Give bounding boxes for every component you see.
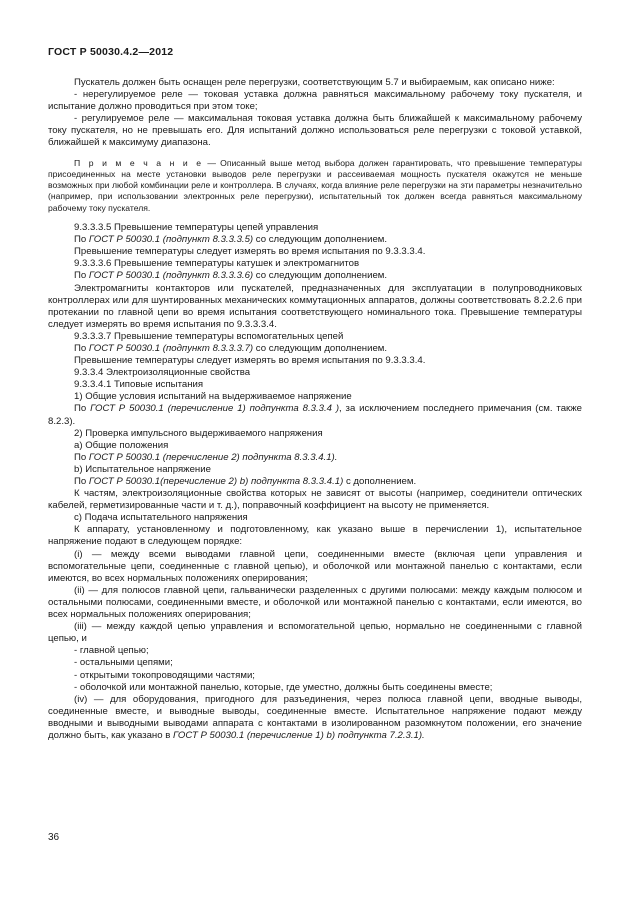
list-item bbox=[48, 694, 582, 742]
list-item: b) Испытательное напряжение bbox=[74, 463, 211, 475]
list-item: - оболочкой или монтажной панелью, которые, где уместно, должны быть соединены вместе; bbox=[74, 681, 493, 693]
list-item: 2) Проверка импульсного выдерживаемого напряжения bbox=[74, 427, 323, 439]
text: со следующим дополнением. bbox=[253, 234, 388, 246]
text: со следующим дополнением. bbox=[253, 342, 388, 354]
paragraph bbox=[48, 476, 582, 488]
list-item: (ii) — для полюсов главной цепи, гальванически разделенных с другими полюсами: между каждым полюсом и остальными полюсами, соединенными вместе, и оболочкой или монтажной панелью с контактами, если имеются, во всех нормальных положениях оперирования; bbox=[48, 584, 582, 621]
paragraph: К частям, электроизоляционные свойства которых не зависят от высоты (например, соединители оптических кабелей, герметизированные части и т. д.), поправочный коэффициент на высоту не применяется. bbox=[48, 488, 582, 512]
section-heading: 9.3.3.3.5 Превышение температуры цепей управления bbox=[74, 222, 319, 234]
text: По bbox=[74, 234, 89, 246]
list-item: 1) Общие условия испытаний на выдерживаемое напряжение bbox=[74, 391, 352, 403]
text: По bbox=[74, 451, 89, 463]
text: По bbox=[74, 342, 89, 354]
note bbox=[48, 158, 582, 214]
text: (iv) — для оборудования, пригодного для разъединения, через полюса главной цепи, вводные выводы, соединенные вместе, и выводные выводы, соединенные вместе. Испытательное напряжение подают между вводными и выводными выводами аппарата с контактами в изолированном разомкнутом положении, его значение должно быть, как указано в bbox=[48, 693, 582, 741]
text: со следующим дополнением. bbox=[253, 270, 388, 282]
paragraph bbox=[48, 234, 582, 246]
paragraph: Пускатель должен быть оснащен реле перегрузки, соответствующим 5.7 и выбираемым, как описано ниже: bbox=[74, 77, 555, 88]
reference: ГОСТ Р 50030.1 (перечисление 2) подпункта 8.3.3.4.1). bbox=[88, 451, 338, 463]
section-heading: 9.3.3.4 Электроизоляционные свойства bbox=[74, 367, 251, 379]
paragraph bbox=[48, 343, 582, 355]
paragraph bbox=[48, 270, 582, 282]
text: , за исключением последнего примечания (см. также 8.2.3). bbox=[48, 403, 582, 427]
reference: ГОСТ Р 50030.1(перечисление 2) b) подпункта 8.3.3.4.1) bbox=[88, 476, 344, 488]
paragraph: Электромагниты контакторов или пускателей, предназначенных для эксплуатации в полупроводниковых контроллерах или для шунтированных механических коммутационных аппаратов, должны соответствовать 8.2.2.6 при протекании по главной цепи во время испытания соответствующего номинального тока. Превышение температуры следует измерять во время испытания по 9.3.3.3.4. bbox=[48, 282, 582, 330]
reference: ГОСТ Р 50030.1 (подпункт 8.3.3.3.6) bbox=[88, 270, 254, 282]
text: По bbox=[74, 476, 89, 488]
list-item: - регулируемое реле — максимальная токовая уставка должна быть ближайшей к максимальному рабочему току пускателя, но не превышать его. Для испытаний должно использоваться реле перегрузки с токовой уставкой, ближайшей к максимуму диапазона. bbox=[48, 113, 582, 149]
note-label: П р и м е ч а н и е bbox=[74, 157, 204, 168]
list-item: (iii) — между каждой цепью управления и вспомогательной цепью, нормально не соединенными с главной цепью, и bbox=[48, 621, 582, 645]
reference: ГОСТ Р 50030.1 (подпункт 8.3.3.3.5) bbox=[88, 234, 254, 246]
paragraph bbox=[48, 403, 582, 427]
note-text: — Описанный выше метод выбора должен гарантировать, что превышение температуры присоединенных на месте установки выводов реле перегрузки и рассеиваемая мощность пускателя окажутся не меньше возможных при любой комбинации реле и контроллера. В случаях, когда влияние реле перегрузки на эти параметры незначительно (например, при использовании электронных реле перегрузки), испытательный ток должен всегда равняться максимальному рабочему току пускателя. bbox=[48, 157, 582, 213]
list-item: - открытыми токопроводящими частями; bbox=[74, 669, 255, 681]
list-item: c) Подача испытательного напряжения bbox=[74, 512, 248, 524]
list-item: - остальными цепями; bbox=[74, 657, 173, 669]
list-item: - главной цепью; bbox=[74, 645, 149, 657]
reference: ГОСТ Р 50030.1 (перечисление 1) b) подпункта 7.2.3.1). bbox=[173, 729, 425, 741]
text: По bbox=[74, 403, 91, 415]
section-heading: 9.3.3.4.1 Типовые испытания bbox=[74, 379, 204, 391]
paragraph bbox=[48, 452, 582, 464]
document-header: ГОСТ Р 50030.4.2—2012 bbox=[48, 46, 174, 58]
reference: ГОСТ Р 50030.1 (подпункт 8.3.3.3.7) bbox=[88, 342, 254, 354]
text: По bbox=[74, 270, 89, 282]
paragraph: Превышение температуры следует измерять во время испытания по 9.3.3.3.4. bbox=[74, 355, 426, 367]
list-item: - нерегулируемое реле — токовая уставка должна равняться максимальному рабочему току пускателя, и испытание должно проводиться при этом токе; bbox=[48, 89, 582, 113]
reference: ГОСТ Р 50030.1 (перечисление 1) подпункта 8.3.3.4 ) bbox=[90, 403, 340, 415]
section-heading: 9.3.3.3.7 Превышение температуры вспомогательных цепей bbox=[74, 330, 344, 342]
paragraph: К аппарату, установленному и подготовленному, как указано выше в перечислении 1), испытательное напряжение подают в следующем порядке: bbox=[48, 524, 582, 548]
paragraph: Превышение температуры следует измерять во время испытания по 9.3.3.3.4. bbox=[74, 246, 426, 258]
list-item: a) Общие положения bbox=[74, 439, 169, 451]
section-heading: 9.3.3.3.6 Превышение температуры катушек и электромагнитов bbox=[74, 258, 360, 270]
list-item: (i) — между всеми выводами главной цепи, соединенными вместе (включая цепи управления и вспомогательные цепи, соединенные с главной цепью), и оболочкой или монтажной панелью с контактами, если имеются, во всех нормальных положениях оперирования; bbox=[48, 548, 582, 584]
page-body bbox=[48, 77, 582, 742]
text: с дополнением. bbox=[343, 476, 417, 488]
page-number: 36 bbox=[48, 832, 60, 843]
